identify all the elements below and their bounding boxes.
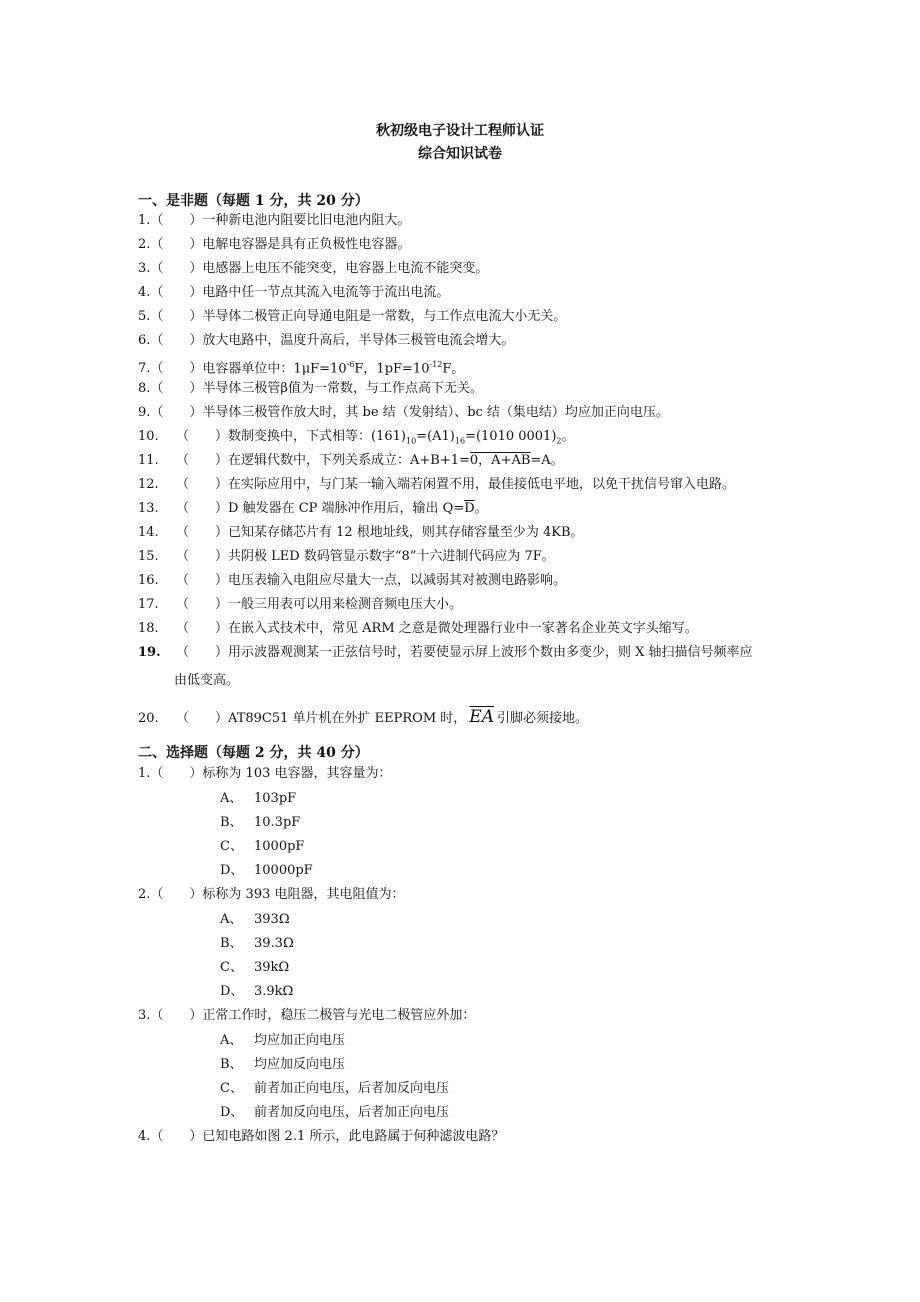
answer-blank: （ ） [150,361,203,377]
mc1-option-c: C、 1000pF [220,839,305,854]
tf-question-6: 6.（ ）放大电路中，温度升高后，半导体三极管电流会增大。 [138,333,515,348]
tf-question-19-continuation: 由低变高。 [174,673,240,688]
section1-heading: 一、是非题（每题 1 分，共 20 分） [138,193,369,209]
answer-blank: （ ） [176,621,229,636]
tf-question-11: 11. （ ）在逻辑代数中，下列关系成立：A+B+1=0，A+AB=A。 [138,453,564,468]
answer-blank: （ ） [176,477,229,492]
mc2-option-c: C、 39kΩ [220,960,290,975]
tf-question-15: 15. （ ）共阴极 LED 数码管显示数字“8”十六进制代码应为 7F。 [138,549,555,564]
mc-question-3: 3.（ ）正常工作时，稳压二极管与光电二极管应外加： [138,1008,476,1023]
mc1-option-a: A、 103pF [220,791,297,806]
overline-expression: $\overline{D}$ [464,501,475,516]
answer-blank: （ ） [150,237,203,252]
answer-blank: （ ） [176,597,229,612]
answer-blank: （ ） [150,766,203,781]
answer-blank: （ ） [176,525,229,540]
answer-blank: （ ） [150,309,203,324]
tf-question-14: 14. （ ）已知某存储芯片有 12 根地址线，则其存储容量至少为 4KB。 [138,525,584,540]
mc3-option-c: C、 前者加正向电压，后者加反向电压 [220,1081,450,1096]
answer-blank: （ ） [176,501,229,516]
mc-question-1: 1.（ ）标称为 103 电容器，其容量为： [138,766,392,781]
tf-question-5: 5.（ ）半导体二极管正向导通电阻是一常数，与工作点电流大小无关。 [138,309,567,324]
mc1-option-d: D、 10000pF [220,863,313,878]
mc2-option-d: D、 3.9kΩ [220,984,294,999]
tf-question-18: 18. （ ）在嵌入式技术中，常见 ARM 之意是微处理器行业中一家著名企业英文字头缩写。 [138,621,698,636]
mc1-option-b: B、 10.3pF [220,815,301,830]
answer-blank: （ ） [150,261,203,276]
tf-question-4: 4.（ ）电路中任一节点其流入电流等于流出电流。 [138,285,450,300]
answer-blank: （ ） [176,429,229,444]
answer-blank: （ ） [176,573,229,588]
tf-question-19: 19. （ ）用示波器观测某一正弦信号时，若要使显示屏上波形个数由多变少，则 X 轴扫描信号频率应 [138,645,753,660]
section2-heading: 二、选择题（每题 2 分，共 40 分） [138,745,369,761]
mc-question-4: 4.（ ）已知电路如图 2.1 所示，此电路属于何种滤波电路？ [138,1129,505,1144]
tf-question-20: 20. （ ）AT89C51 单片机在外扩 EEPROM 时， $\overline{EA}$ 引脚必须接地。 [138,707,588,727]
answer-blank: （ ） [150,405,203,420]
mc3-option-a: A、 均应加正向电压 [220,1033,346,1048]
tf-question-1: 1.（ ）一种新电池内阻要比旧电池内阻大。 [138,213,411,228]
answer-blank: （ ） [176,549,229,564]
exam-subtitle: 综合知识试卷 [418,146,502,162]
answer-blank: （ ） [176,711,229,726]
overline-expression: 0，A+AB [469,453,531,468]
answer-blank: （ ） [150,333,203,348]
mc2-option-b: B、 39.3Ω [220,936,294,951]
tf-question-7: 7.（ ）电容器单位中：$1\mu F=10^{-6}F$，$1pF=10^{-12}F$。 [138,360,465,377]
mc-question-2: 2.（ ）标称为 393 电阻器，其电阻值为： [138,887,405,902]
tf-question-3: 3.（ ）电感器上电压不能突变，电容器上电流不能突变。 [138,261,489,276]
ea-pin-symbol: $\overline{EA}$ [469,707,494,727]
answer-blank: （ ） [150,887,203,902]
tf-question-13: 13. （ ）D 触发器在 CP 端脉冲作用后，输出 $Q=\overline{D}$。 [138,501,488,516]
answer-blank: （ ） [150,285,203,300]
answer-blank: （ ） [176,645,229,660]
tf-question-8: 8.（ ）半导体三极管β值为一常数，与工作点高下无关。 [138,381,483,396]
tf-question-9: 9.（ ）半导体三极管作放大时，其 be 结（发射结）、bc 结（集电结）均应加正向电压。 [138,405,669,420]
tf-question-2: 2.（ ）电解电容器是具有正负极性电容器。 [138,237,411,252]
answer-blank: （ ） [150,213,203,228]
exam-title: 秋初级电子设计工程师认证 [376,123,544,139]
tf-question-16: 16. （ ）电压表输入电阻应尽量大一点，以减弱其对被测电路影响。 [138,573,567,588]
answer-blank: （ ） [150,1008,203,1023]
answer-blank: （ ） [150,1129,203,1144]
mc3-option-b: B、 均应加反向电压 [220,1057,346,1072]
tf-question-17: 17. （ ）一般三用表可以用来检测音频电压大小。 [138,597,463,612]
answer-blank: （ ） [150,381,203,396]
mc3-option-d: D、 前者加反向电压，后者加正向电压 [220,1105,450,1120]
mc2-option-a: A、 393Ω [220,912,290,927]
tf-question-10: 10. （ ）数制变换中，下式相等：$(161)_{10}=(A1)_{16}=(1010$ $0001)_2$。 [138,429,575,446]
answer-blank: （ ） [176,453,229,468]
tf-question-12: 12. （ ）在实际应用中，与门某一输入端若闲置不用，最佳接低电平地，以免干扰信号窜入电路。 [138,477,736,492]
